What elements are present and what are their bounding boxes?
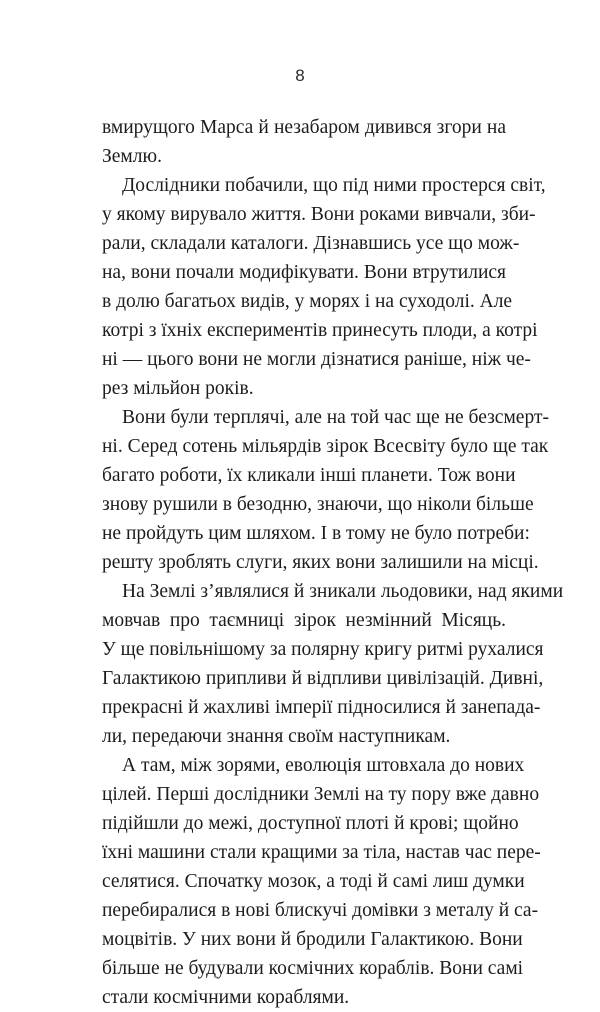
- text-line: знову рушили в безодню, знаючи, що ніколи більше: [102, 494, 534, 515]
- text-line: перебиралися в нові блискучі домівки з металу й са-: [102, 900, 539, 921]
- text-line: прекрасні й жахливі імперії підносилися й занепада-: [102, 697, 541, 718]
- text-line: цілей. Перші дослідники Землі на ту пору вже давно: [102, 784, 540, 805]
- text-line: багато роботи, їх кликали інші планети. Тож вони: [102, 465, 516, 486]
- text-line: не пройдуть цим шляхом. І в тому не було потреби:: [102, 523, 530, 544]
- text-line: більше не будували космічних кораблів. Вони самі: [102, 958, 524, 979]
- text-line: ні — цього вони не могли дізнатися раніше, ніж че-: [102, 349, 531, 370]
- text-line: у якому вирувало життя. Вони роками вивчали, зби-: [102, 204, 536, 225]
- text-line: У ще повільнішому за полярну кригу ритмі рухалися: [102, 639, 544, 660]
- text-line: моцвітів. У них вони й бродили Галактикою. Вони: [102, 929, 523, 950]
- text-line: вмирущого Марса й незабаром дивився згори на: [102, 117, 506, 138]
- text-line: Галактикою припливи й відпливи цивілізацій. Дивні,: [102, 668, 544, 689]
- text-line: на, вони почали модифікувати. Вони втрутилися: [102, 262, 506, 283]
- text-line: підійшли до межі, доступної плоті й крові; щойно: [102, 813, 519, 834]
- text-line: ні. Серед сотень мільярдів зірок Всесвіту було ще так: [102, 436, 549, 457]
- text-line: котрі з їхніх експериментів принесуть плоди, а котрі: [102, 320, 538, 341]
- text-line: рез мільйон років.: [102, 378, 254, 399]
- text-line: рали, складали каталоги. Дізнавшись усе що мож-: [102, 233, 520, 254]
- text-line: Землю.: [102, 146, 162, 167]
- text-line: решту зроблять слуги, яких вони залишили на місці.: [102, 552, 539, 573]
- text-line: А там, між зорями, еволюція штовхала до нових: [122, 755, 525, 776]
- page-number: 8: [295, 66, 305, 85]
- body-text: [102, 113, 564, 1012]
- text-line: ли, передаючи знання своїм наступникам.: [102, 726, 451, 747]
- text-line: в долю багатьох видів, у морях і на суходолі. Але: [102, 291, 513, 312]
- text-line: мовчав про таємниці зірок незмінний Місяць.: [102, 610, 506, 631]
- text-line: їхні машини стали кращими за тіла, настав час пере-: [102, 842, 541, 863]
- text-line: Дослідники побачили, що під ними простерся світ,: [122, 175, 546, 196]
- text-line: На Землі з’являлися й зникали льодовики, над якими: [122, 581, 564, 602]
- text-line: селятися. Спочатку мозок, а тоді й самі лиш думки: [102, 871, 525, 892]
- text-line: Вони були терплячі, але на той час ще не безсмерт-: [122, 407, 549, 428]
- text-line: стали космічними кораблями.: [102, 987, 350, 1008]
